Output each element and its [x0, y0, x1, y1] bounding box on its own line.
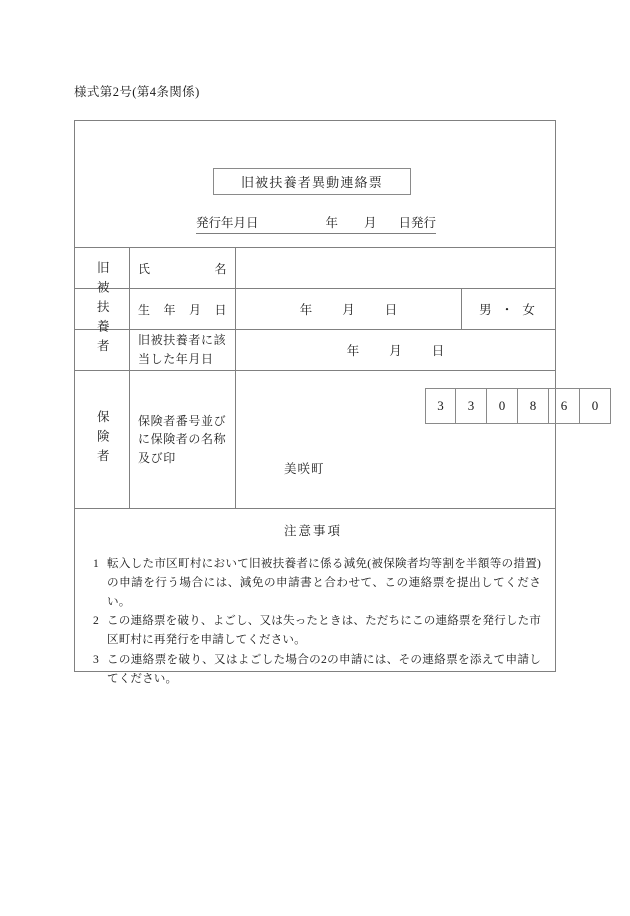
qualify-date-row-label	[129, 330, 235, 370]
issue-date-year-unit: 年	[325, 216, 338, 230]
birthdate-label-day: 日	[214, 302, 227, 317]
insurer-body	[235, 371, 599, 508]
insurer-number-digit[interactable]: 8	[518, 388, 549, 424]
birthdate-row-label	[129, 289, 235, 329]
issue-date-month-unit: 月	[363, 216, 377, 230]
note-number: 2	[93, 614, 99, 628]
insurer-vertical-label-cell	[75, 371, 129, 508]
insurer-number-digit[interactable]: 3	[456, 388, 487, 424]
note-item	[85, 651, 541, 689]
notes-heading: 注意事項	[283, 524, 342, 538]
qualify-date-label: 旧被扶養者に該当した年月日	[138, 333, 227, 366]
row-qualify-date	[75, 329, 555, 370]
insurer-row-label: 保険者番号並びに保険者の名称及び印	[138, 413, 227, 465]
note-text: 転入した市区町村において旧被扶養者に係る減免(被保険者均等割を半額等の措置)の申請を行う場合には、減免の申請書と合わせて、この連絡票を提出してください。	[107, 557, 541, 608]
form-title-box	[213, 168, 411, 195]
birthdate-value-field[interactable]	[235, 289, 461, 329]
birthdate-label-month: 月	[188, 302, 202, 317]
sex-field[interactable]: 男 ・ 女	[461, 289, 555, 329]
note-number: 3	[93, 652, 99, 666]
note-item	[85, 612, 541, 650]
form-number: 様式第2号(第4条関係)	[74, 85, 200, 99]
note-item	[85, 555, 541, 611]
form-title: 旧被扶養者異動連絡票	[240, 175, 383, 190]
birthdate-year-unit: 年	[299, 303, 313, 317]
insurer-number-digit[interactable]: 0	[580, 388, 611, 424]
qualify-date-day-unit: 日	[431, 344, 445, 358]
qualify-date-year-unit: 年	[346, 344, 360, 358]
issue-date-label: 発行年月日	[196, 216, 259, 230]
row-insurer	[75, 370, 599, 508]
birthdate-month-unit: 月	[342, 303, 355, 317]
note-text: この連絡票を破り、よごし、又は失ったときは、ただちにこの連絡票を発行した市区町村に再発行を申請してください。	[107, 614, 541, 647]
insurer-vertical-label: 保険者	[95, 410, 110, 469]
qualify-date-value-field[interactable]	[235, 330, 555, 370]
name-label-right: 名	[214, 261, 227, 276]
notes-section	[75, 508, 555, 699]
dependent-vertical-label: 旧被扶養者	[95, 260, 110, 359]
insurer-number-boxes[interactable]	[425, 388, 611, 424]
issue-date-line	[196, 213, 436, 234]
row-birthdate	[75, 288, 555, 329]
insurer-number-digit[interactable]: 6	[549, 388, 580, 424]
note-number: 1	[93, 557, 99, 570]
birthdate-day-unit: 日	[384, 303, 398, 317]
insurer-number-digit[interactable]: 3	[425, 388, 456, 424]
name-label-left: 氏	[138, 261, 151, 276]
note-text: この連絡票を破り、又はよごした場合の2の申請には、その連絡票を添えて申請してください。	[107, 652, 541, 685]
dependent-vertical-label-spacer-1	[75, 289, 129, 329]
insurer-number-digit[interactable]: 0	[487, 388, 518, 424]
qualify-date-month-unit: 月	[389, 344, 402, 358]
name-row-label	[129, 248, 235, 288]
birthdate-label-sei: 生	[138, 302, 151, 317]
form-sheet	[74, 120, 599, 685]
insurer-name: 美咲町	[284, 462, 325, 476]
issue-date-day-suffix: 日発行	[398, 216, 436, 230]
title-band	[75, 121, 555, 247]
birthdate-label-year: 年	[163, 302, 176, 317]
name-value-field[interactable]	[235, 248, 555, 288]
insurer-row-label-cell	[129, 371, 235, 508]
dependent-vertical-label-spacer-2	[75, 330, 129, 370]
